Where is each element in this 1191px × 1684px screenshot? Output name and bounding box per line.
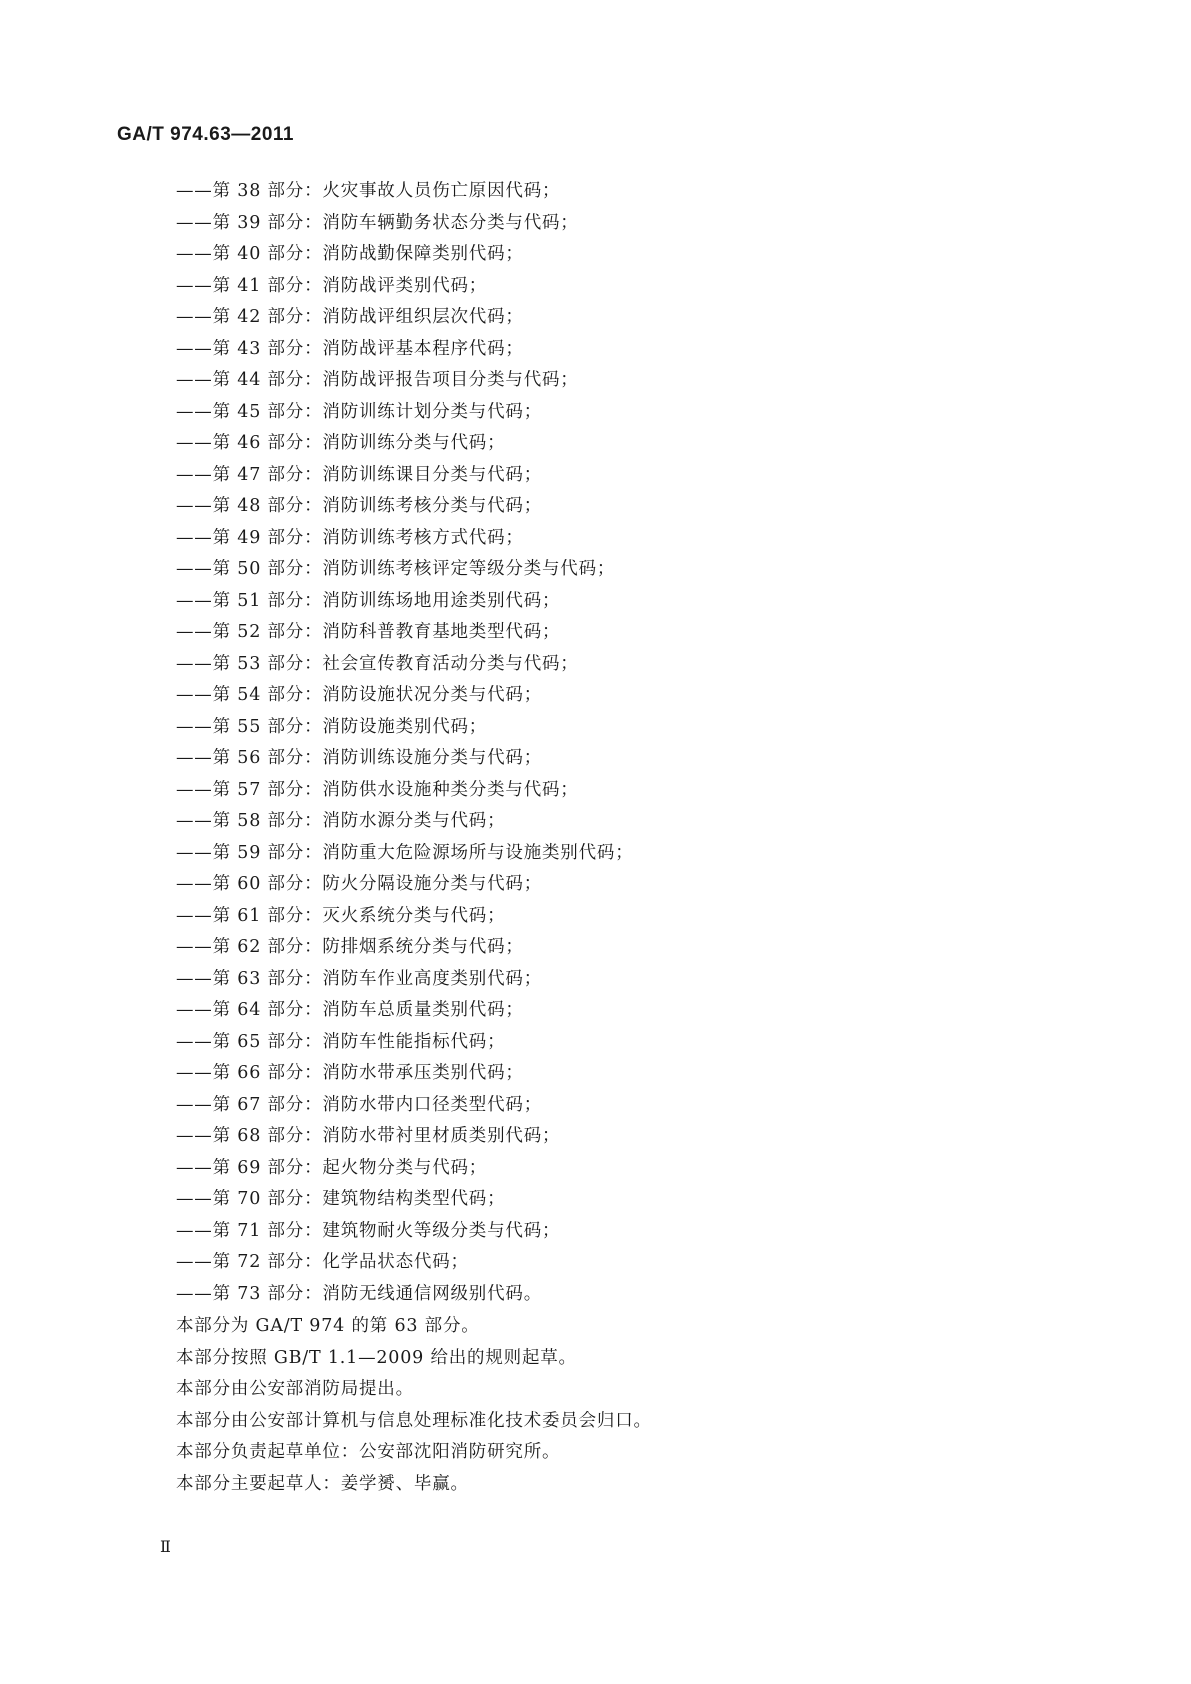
list-item: ——第 42 部分：消防战评组织层次代码； [176,307,524,327]
list-item: ——第 43 部分：消防战评基本程序代码； [176,338,524,359]
list-item: ——第 62 部分：防排烟系统分类与代码； [176,937,524,957]
paragraph-drafting-rules: 本部分按照 GB/T 1.1—2009 给出的规则起草。 [176,1347,577,1368]
list-item: ——第 68 部分：消防水带衬里材质类别代码； [176,1126,561,1146]
list-item: ——第 59 部分：消防重大危险源场所与设施类别代码； [176,842,634,863]
list-item: ——第 38 部分：火灾事故人员伤亡原因代码； [176,181,561,201]
list-item: ——第 53 部分：社会宣传教育活动分类与代码； [176,653,579,674]
list-item: ——第 66 部分：消防水带承压类别代码； [176,1063,524,1083]
list-item: ——第 60 部分：防火分隔设施分类与代码； [176,874,542,894]
list-item: ——第 51 部分：消防训练场地用途类别代码； [176,590,561,611]
list-item: ——第 58 部分：消防水源分类与代码； [176,811,506,831]
paragraph-drafters: 本部分主要起草人：姜学赟、毕赢。 [176,1473,469,1494]
page-number: Ⅱ [160,1537,171,1556]
list-item: ——第 71 部分：建筑物耐火等级分类与代码； [176,1220,561,1241]
list-item: ——第 72 部分：化学品状态代码； [176,1252,469,1272]
list-item: ——第 46 部分：消防训练分类与代码； [176,433,506,453]
list-item: ——第 69 部分：起火物分类与代码； [176,1157,488,1178]
paragraph-part-designation: 本部分为 GA/T 974 的第 63 部分。 [176,1316,480,1336]
list-item: ——第 52 部分：消防科普教育基地类型代码； [176,622,561,642]
list-item: ——第 50 部分：消防训练考核评定等级分类与代码； [176,559,616,579]
list-item: ——第 65 部分：消防车性能指标代码； [176,1031,506,1052]
list-item: ——第 41 部分：消防战评类别代码； [176,275,488,296]
list-item: ——第 67 部分：消防水带内口径类型代码； [176,1094,542,1115]
paragraph-proposer: 本部分由公安部消防局提出。 [176,1379,414,1399]
list-item: ——第 47 部分：消防训练课目分类与代码； [176,464,542,485]
list-item: ——第 73 部分：消防无线通信网级别代码。 [176,1283,542,1304]
list-item: ——第 45 部分：消防训练计划分类与代码； [176,401,542,422]
list-item: ——第 61 部分：灭火系统分类与代码； [176,905,506,926]
list-item: ——第 44 部分：消防战评报告项目分类与代码； [176,370,579,390]
list-item: ——第 39 部分：消防车辆勤务状态分类与代码； [176,212,579,233]
list-item: ——第 49 部分：消防训练考核方式代码； [176,527,524,548]
list-item: ——第 63 部分：消防车作业高度类别代码； [176,968,542,989]
list-item: ——第 55 部分：消防设施类别代码； [176,716,488,737]
standard-number-header: GA/T 974.63—2011 [117,124,294,145]
foreword-paragraphs [176,1311,652,1500]
list-item: ——第 57 部分：消防供水设施种类分类与代码； [176,779,579,800]
list-item: ——第 56 部分：消防训练设施分类与代码； [176,748,542,768]
list-item: ——第 40 部分：消防战勤保障类别代码； [176,244,524,264]
list-item: ——第 48 部分：消防训练考核分类与代码； [176,496,542,516]
list-item: ——第 64 部分：消防车总质量类别代码； [176,1000,524,1020]
paragraph-drafting-unit: 本部分负责起草单位：公安部沈阳消防研究所。 [176,1442,561,1462]
list-item: ——第 54 部分：消防设施状况分类与代码； [176,685,542,705]
paragraph-administrator: 本部分由公安部计算机与信息处理标准化技术委员会归口。 [176,1410,652,1431]
parts-list [176,176,634,1310]
list-item: ——第 70 部分：建筑物结构类型代码； [176,1189,506,1209]
